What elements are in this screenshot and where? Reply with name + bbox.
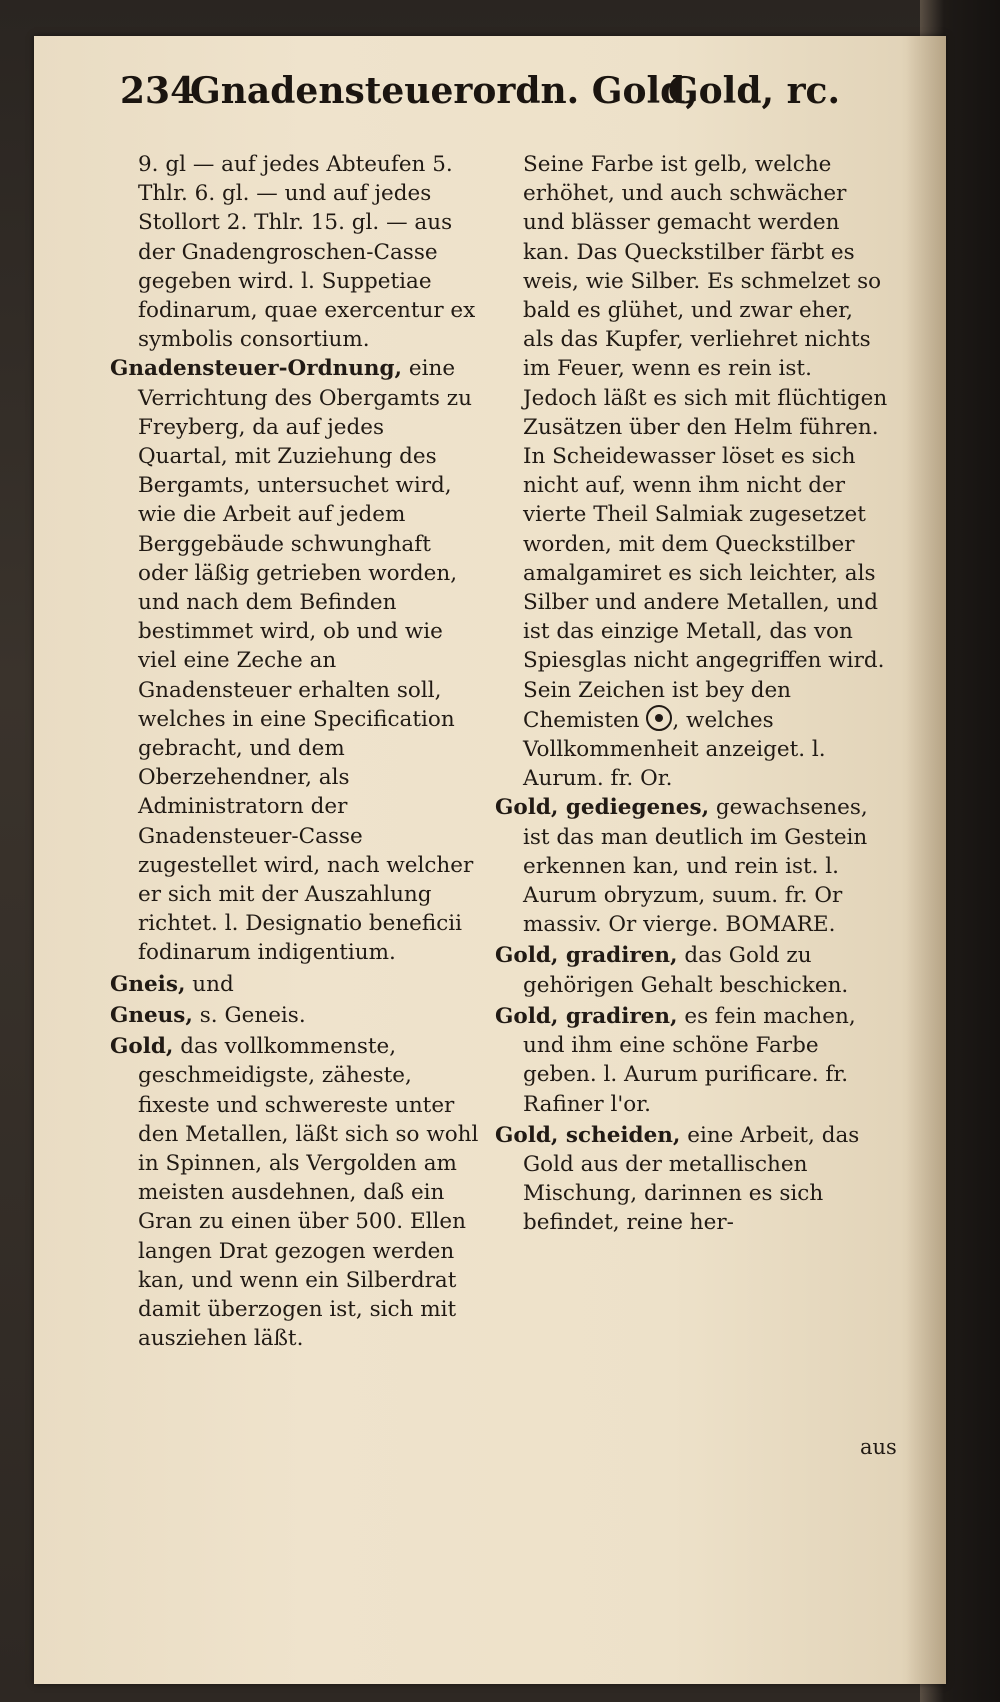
definition: Seine Farbe ist gelb, welche erhöhet, und auch schwächer und blässer gemacht werden kan. Das Queckstilber färbt es weis, wie Silber. Es schmelzet so bald es glühet, und zwar eher, als das Kupfer, verliehret nichts im Feuer, wenn es rein ist. Jedoch läßt es sich mit flüchtigen Zusätzen über den Helm führen. In Scheidewasser löset es sich nicht auf, wenn ihm nicht der vierte Theil Salmiak zugesetzet worden, mit dem Queckstilber amalgamiret es sich leichter, als Silber und andere Metallen, und ist das einzige Metall, das von Spiesglas nicht angegriffen wird. Sein Zeichen ist bey den Chemisten	[523, 152, 888, 733]
headword: Gold, gradiren,	[495, 943, 678, 969]
left-column	[110, 150, 480, 1355]
definition: eine Verrichtung des Obergamts zu Freyberg, da auf jedes Quartal, mit Zuziehung des Bergamts, untersuchet wird, wie die Arbeit auf jedem Berggebäude schwunghaft oder läßig getrieben worden, und nach dem Befinden bestimmet wird, ob und wie viel eine Zeche an Gnadensteuer erhalten soll, welches in eine Specification gebracht, und dem Oberzehendner, als Administratorn der Gnadensteuer-Casse zugestellet wird, nach welcher er sich mit der Auszahlung richtet. l. Designatio beneficii fodinarum indigentium.	[138, 356, 474, 966]
definition: s. Geneis.	[199, 1002, 306, 1028]
continued-entry	[495, 150, 890, 793]
definition: gewachsenes, ist das man deutlich im Gestein erkennen kan, und rein ist. l. Aurum obryzum, suum. fr. Or massiv. Or vierge. BOMARE.	[523, 795, 868, 938]
headword: Gold, scheiden,	[495, 1122, 681, 1148]
gold-symbol-icon	[646, 705, 672, 731]
definition: das Gold zu gehörigen Gehalt beschicken.	[523, 943, 849, 998]
headword: Gold, gradiren,	[495, 1003, 678, 1029]
headword: Gold, gediegenes,	[495, 795, 710, 821]
continued-entry: 9. gl — auf jedes Abteufen 5. Thlr. 6. gl. — und auf jedes Stollort 2. Thlr. 15. gl. — aus der Gnadengroschen-Casse gegeben wird. l. Suppetiae fodinarum, quae exercentur ex symbolis consortium.	[138, 152, 476, 353]
headword: Gneis,	[110, 971, 186, 997]
dictionary-entry	[495, 1121, 890, 1238]
running-head-right: Gold, rc.	[667, 70, 840, 112]
running-head-left: Gnadensteuerordn. Gold,	[190, 70, 698, 112]
page-number: 234	[120, 70, 196, 112]
dictionary-entry	[495, 941, 890, 999]
definition: und	[192, 971, 234, 997]
dictionary-entry	[495, 793, 890, 939]
dictionary-entry	[110, 1001, 480, 1030]
definition: es fein machen, und ihm eine schöne Farbe geben. l. Aurum purificare. fr. Rafiner l'or.	[523, 1003, 856, 1117]
page-gutter-shadow	[906, 36, 946, 1684]
definition: , welches Vollkommenheit anzeiget. l. Aurum. fr. Or.	[523, 707, 826, 792]
headword: Gneus,	[110, 1002, 193, 1028]
dictionary-entry	[110, 354, 480, 967]
dictionary-entry	[495, 1002, 890, 1119]
headword: Gold,	[110, 1034, 174, 1060]
definition: das vollkommenste, geschmeidigste, zäheste, fixeste und schwereste unter den Metallen, läßt sich so wohl in Spinnen, als Vergolden am meisten ausdehnen, daß ein Gran zu einen über 500. Ellen langen Drat gezogen werden kan, und wenn ein Silberdrat damit überzogen ist, sich mit ausziehen läßt.	[138, 1034, 479, 1352]
right-column	[495, 150, 890, 1240]
running-header	[120, 70, 840, 140]
dictionary-entry	[110, 1032, 480, 1353]
definition: eine Arbeit, das Gold aus der metallischen Mischung, darinnen es sich befindet, reine her-	[523, 1122, 860, 1236]
headword: Gnadensteuer-Ordnung,	[110, 356, 403, 382]
dictionary-entry	[110, 970, 480, 999]
catchword: aus	[860, 1435, 897, 1459]
